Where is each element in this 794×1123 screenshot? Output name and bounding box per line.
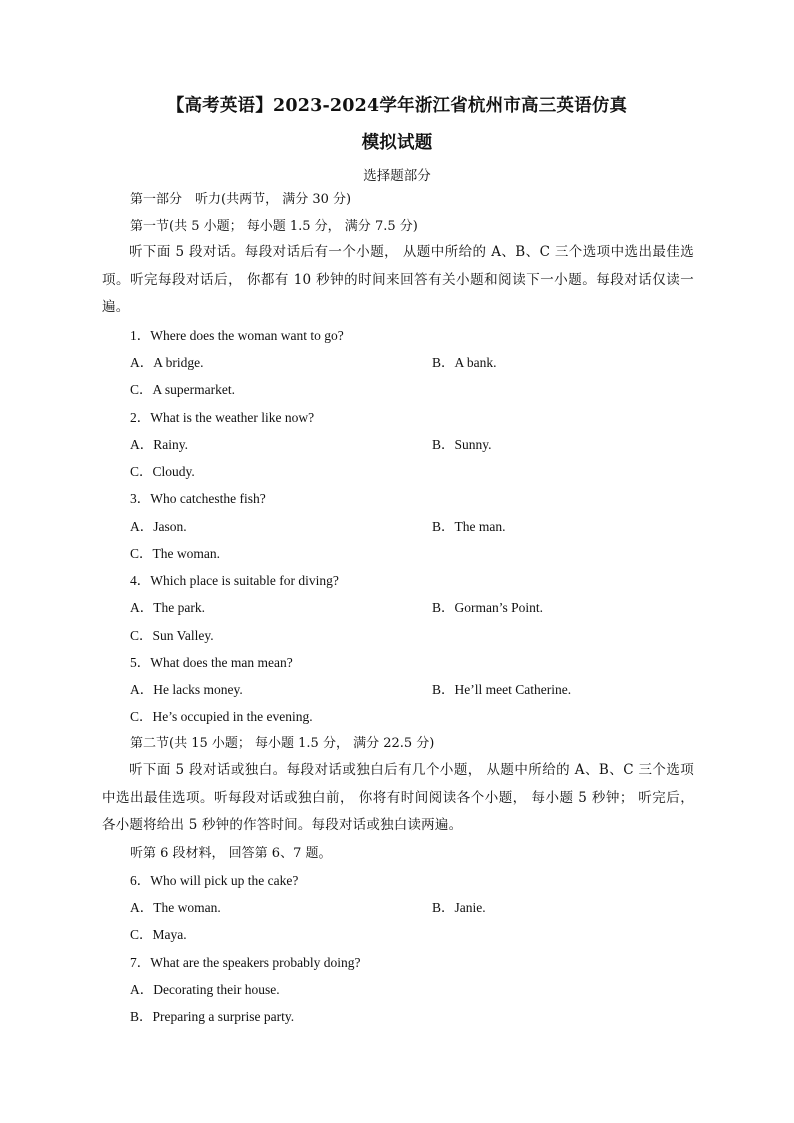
q1-option-b: B．A bank.: [432, 355, 497, 370]
section1-instructions: 听下面 5 段对话。每段对话后有一个小题， 从题中所给的 A、B、C 三个选项中选出最佳选项。听完每段对话后， 你都有 10 秒钟的时间来回答有关小题和阅读下一小题。每段对话仅读一遍。: [102, 244, 694, 315]
document-title-line1: 【高考英语】2023-2024学年浙江省杭州市高三英语仿真: [166, 96, 628, 116]
q5-option-c: C．He’s occupied in the evening.: [130, 709, 313, 724]
section-subtitle: 选择题部分: [363, 168, 431, 184]
q5-option-a: A．He lacks money.: [130, 682, 243, 697]
document-title-line2: 模拟试题: [361, 133, 433, 153]
q1-option-c: C．A supermarket.: [130, 382, 235, 397]
question-4: 4．Which place is suitable for diving?: [130, 573, 339, 588]
part1-heading: 第一部分 听力(共两节， 满分 30 分): [130, 192, 352, 207]
q7-option-a: A．Decorating their house.: [130, 982, 280, 997]
q6-option-c: C．Maya.: [130, 927, 187, 942]
question-7: 7．What are the speakers probably doing?: [130, 955, 361, 970]
q6-option-a: A．The woman.: [130, 900, 221, 915]
question-5: 5．What does the man mean?: [130, 655, 293, 670]
question-6: 6．Who will pick up the cake?: [130, 873, 299, 888]
q7-option-b: B．Preparing a surprise party.: [130, 1009, 295, 1024]
q4-option-a: A．The park.: [130, 600, 205, 615]
q4-option-b: B．Gorman’s Point.: [432, 600, 544, 615]
section2-heading: 第二节(共 15 小题； 每小题 1.5 分， 满分 22.5 分): [130, 736, 435, 751]
question-2: 2．What is the weather like now?: [130, 410, 315, 425]
q2-option-b: B．Sunny.: [432, 437, 492, 452]
q2-option-c: C．Cloudy.: [130, 464, 195, 479]
section2-instructions: 听下面 5 段对话或独白。每段对话或独白后有几个小题， 从题中所给的 A、B、C 三个选项中选出最佳选项。听每段对话或独白前， 你将有时间阅读各个小题， 每小题 5 秒钟； 听完后， 各小题将给出 5 秒钟的作答时间。每段对话或独白读两遍。: [102, 762, 694, 833]
q5-option-b: B．He’ll meet Catherine.: [432, 682, 572, 697]
q3-option-a: A．Jason.: [130, 519, 187, 534]
question-1: 1．Where does the woman want to go?: [130, 328, 344, 343]
material6-heading: 听第 6 段材料， 回答第 6、7 题。: [130, 846, 332, 861]
q6-option-b: B．Janie.: [432, 900, 486, 915]
section1-heading: 第一节(共 5 小题； 每小题 1.5 分， 满分 7.5 分): [130, 219, 418, 234]
q3-option-c: C．The woman.: [130, 546, 220, 561]
q2-option-a: A．Rainy.: [130, 437, 188, 452]
question-3: 3．Who catchesthe fish?: [130, 491, 266, 506]
q1-option-a: A．A bridge.: [130, 355, 204, 370]
q4-option-c: C．Sun Valley.: [130, 628, 214, 643]
q3-option-b: B．The man.: [432, 519, 506, 534]
